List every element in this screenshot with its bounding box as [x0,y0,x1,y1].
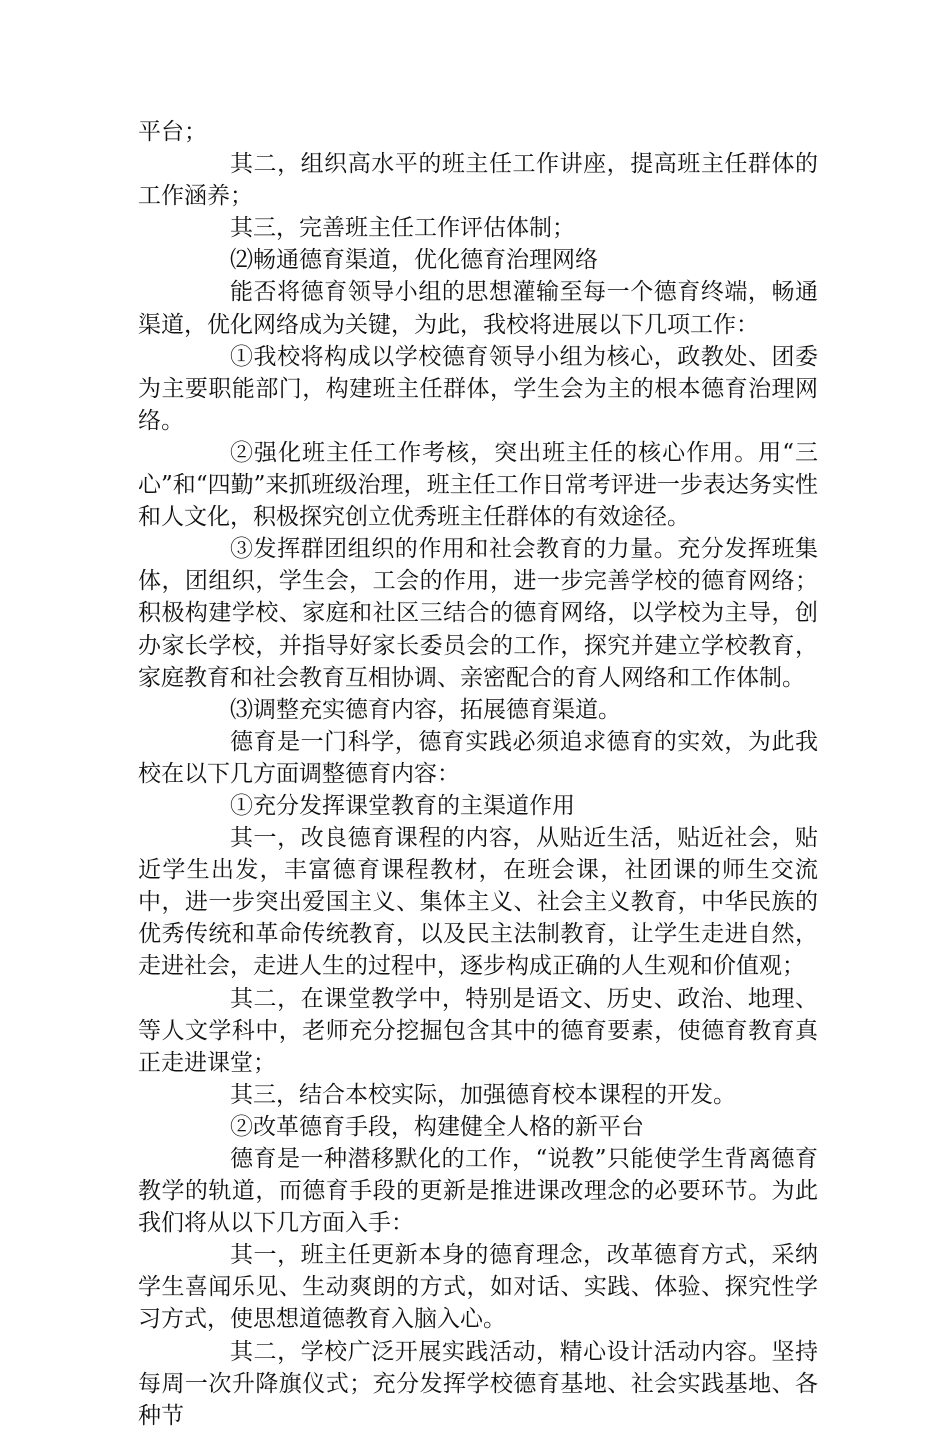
paragraph: 其一，改良德育课程的内容，从贴近生活，贴近社会，贴近学生出发，丰富德育课程教材，在班会课，社团课的师生交流中，进一步突出爱国主义、集体主义、社会主义教育，中华民族的优秀传统和革命传统教育，以及民主法制教育，让学生走进自然，走进社会，走进人生的过程中，逐步构成正确的人生观和价值观； [138,825,818,980]
paragraph: 其二，在课堂教学中，特别是语文、历史、政治、地理、等人文学科中，老师充分挖掘包含其中的德育要素，使德育教育真正走进课堂； [138,985,818,1076]
subsection-heading: ②改革德育手段，构建健全人格的新平台 [230,1113,644,1140]
paragraph: 德育是一种潜移默化的工作，“说教”只能使学生背离德育教学的轨道，而德育手段的更新是推进课改理念的必要环节。为此我们将从以下几方面入手： [138,1146,818,1237]
document-body [138,116,818,1432]
section-heading: ⑶调整充实德育内容，拓展德育渠道。 [230,696,621,723]
paragraph: 平台； [138,119,207,145]
subsection-heading: ①充分发挥课堂教育的主渠道作用 [230,792,575,819]
list-item: ①我校将构成以学校德育领导小组为核心，政教处、团委为主要职能部门，构建班主任群体，学生会为主的根本德育治理网络。 [138,343,818,434]
paragraph: 德育是一门科学，德育实践必须追求德育的实效，为此我校在以下几方面调整德育内容： [138,728,818,787]
paragraph: 其一，班主任更新本身的德育理念，改革德育方式，采纳学生喜闻乐见、生动爽朗的方式，如对话、实践、体验、探究性学习方式，使思想道德教育入脑入心。 [138,1242,818,1333]
list-item: ③发挥群团组织的作用和社会教育的力量。充分发挥班集体，团组织，学生会，工会的作用，进一步完善学校的德育网络；积极构建学校、家庭和社区三结合的德育网络，以学校为主导，创办家长学校，并指导好家长委员会的工作，探究并建立学校教育，家庭教育和社会教育互相协调、亲密配合的育人网络和工作体制。 [138,536,818,691]
paragraph: 其二，组织高水平的班主任工作讲座，提高班主任群体的工作涵养； [138,151,818,210]
section-heading: ⑵畅通德育渠道，优化德育治理网络 [230,247,598,274]
paragraph: 其二，学校广泛开展实践活动，精心设计活动内容。坚持每周一次升降旗仪式；充分发挥学校德育基地、社会实践基地、各种节 [138,1338,818,1429]
list-item: ②强化班主任工作考核，突出班主任的核心作用。用“三心”和“四勤”来抓班级治理，班主任工作日常考评进一步表达务实性和人文化，积极探究创立优秀班主任群体的有效途径。 [138,439,818,531]
paragraph: 其三，结合本校实际，加强德育校本课程的开发。 [230,1081,736,1108]
paragraph: 能否将德育领导小组的思想灌输至每一个德育终端，畅通渠道，优化网络成为关键，为此，我校将进展以下几项工作： [138,279,818,338]
paragraph: 其三，完善班主任工作评估体制； [230,215,575,242]
